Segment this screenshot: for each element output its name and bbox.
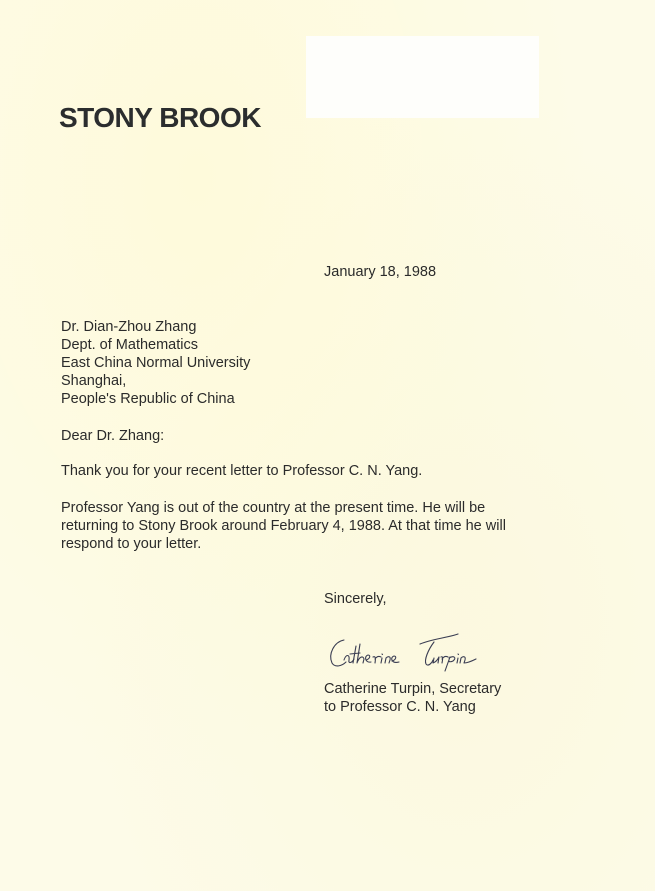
recipient-university: East China Normal University <box>61 355 251 371</box>
salutation: Dear Dr. Zhang: <box>61 428 165 444</box>
letter-date: January 18, 1988 <box>324 264 437 280</box>
recipient-address <box>61 318 250 408</box>
recipient-country: People's Republic of China <box>61 391 235 407</box>
body-paragraph-2-line: respond to your letter. <box>61 536 202 552</box>
letterhead-logo: STONY BROOK <box>59 102 261 133</box>
signer-block <box>324 680 501 716</box>
body-paragraph-1: Thank you for your recent letter to Professor C. N. Yang. <box>61 463 423 479</box>
body-paragraph-2-line: Professor Yang is out of the country at the present time. He will be <box>61 500 486 516</box>
signer-affiliation: to Professor C. N. Yang <box>324 699 476 715</box>
handwritten-signature <box>324 630 504 672</box>
body-paragraph-2 <box>61 499 506 553</box>
closing: Sincerely, <box>324 591 387 607</box>
recipient-city: Shanghai, <box>61 373 127 389</box>
recipient-name: Dr. Dian-Zhou Zhang <box>61 319 197 335</box>
blank-label-area <box>306 36 539 118</box>
recipient-department: Dept. of Mathematics <box>61 337 198 353</box>
signer-name-title: Catherine Turpin, Secretary <box>324 681 502 697</box>
body-paragraph-2-line: returning to Stony Brook around February 4, 1988. At that time he will <box>61 518 506 534</box>
